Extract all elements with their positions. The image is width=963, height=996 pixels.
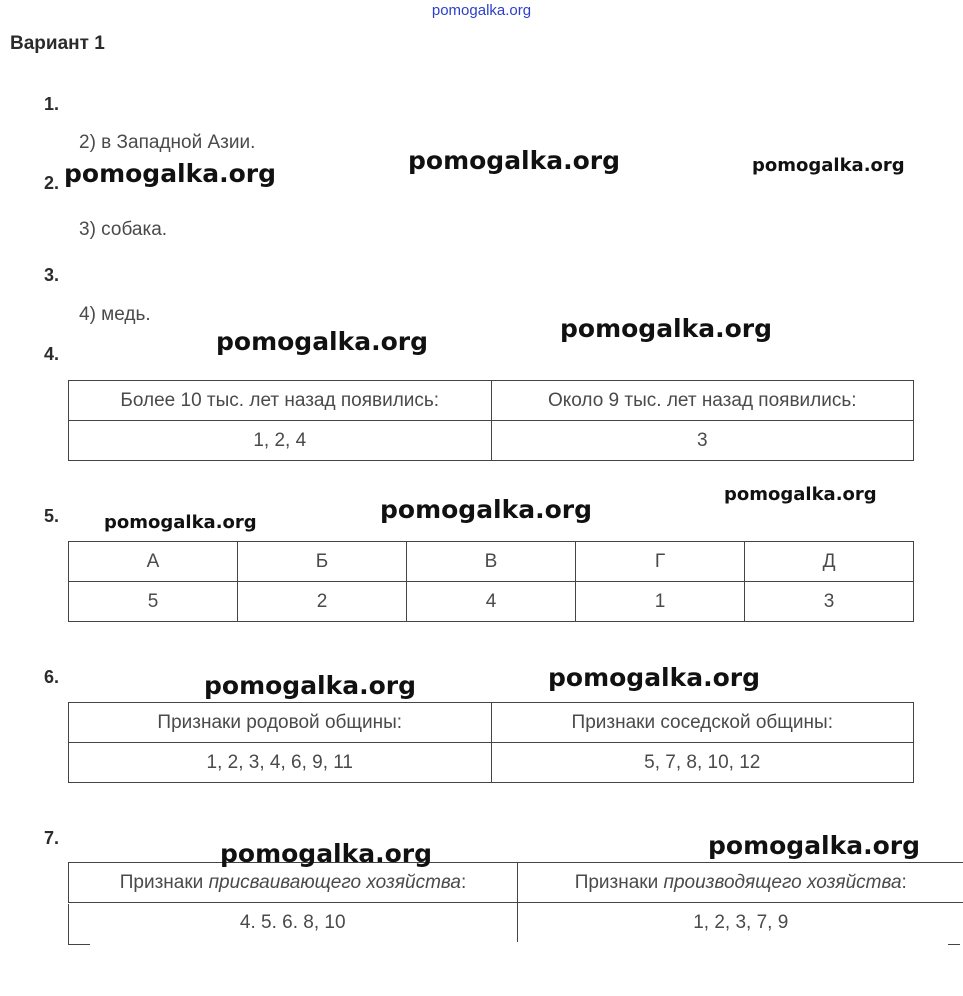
watermark-text: pomogalka.org — [204, 671, 417, 700]
question-3-number: 3. — [44, 265, 60, 285]
table-header-row — [69, 703, 914, 743]
table-border-line — [948, 944, 960, 945]
table-header-cell: Более 10 тыс. лет назад появились: — [69, 381, 492, 421]
table-cell: 3 — [491, 421, 914, 461]
table-header-cell: А — [69, 542, 238, 582]
header-colon: : — [901, 871, 907, 893]
question-2-number: 2. — [44, 173, 60, 193]
question-3-answer: 4) медь. — [79, 304, 151, 325]
watermark-text: pomogalka.org — [408, 146, 621, 175]
table-header-cell — [518, 863, 963, 903]
watermark-text: pomogalka.org — [560, 314, 773, 343]
watermark-text: pomogalka.org — [548, 663, 761, 692]
table-header-cell: Б — [238, 542, 407, 582]
top-watermark: pomogalka.org — [431, 2, 532, 19]
table-cell: 4. 5. 6. 8, 10 — [69, 903, 518, 943]
table-header-row — [69, 863, 963, 903]
watermark-text: pomogalka.org — [708, 831, 921, 860]
table-question-7 — [68, 862, 963, 942]
question-5-number: 5. — [44, 506, 60, 526]
header-italic-text: производящего хозяйства — [663, 871, 902, 893]
header-plain-text: Признаки — [119, 871, 209, 893]
table-row — [69, 743, 914, 783]
watermark-text: pomogalka.org — [724, 484, 877, 505]
table-cell: 1, 2, 3, 4, 6, 9, 11 — [69, 743, 492, 783]
table-row — [69, 582, 914, 622]
header-plain-text: Признаки — [574, 871, 664, 893]
table-cell: 5, 7, 8, 10, 12 — [491, 743, 914, 783]
page-title: Вариант 1 — [10, 33, 105, 54]
header-colon: : — [460, 871, 467, 893]
table-header-cell: Около 9 тыс. лет назад появились: — [491, 381, 914, 421]
table-border-line — [68, 904, 69, 945]
table-header-cell: Признаки соседской общины: — [491, 703, 914, 743]
table-question-6 — [68, 702, 914, 783]
header-italic-text: присваивающего хозяйства — [208, 871, 461, 893]
question-7-number: 7. — [44, 828, 60, 848]
table-cell: 1, 2, 4 — [69, 421, 492, 461]
question-1-number: 1. — [44, 94, 60, 114]
table-question-4 — [68, 380, 914, 461]
table-header-cell: Признаки родовой общины: — [69, 703, 492, 743]
table-row — [69, 421, 914, 461]
table-cell: 2 — [238, 582, 407, 622]
watermark-text: pomogalka.org — [752, 155, 905, 176]
table-cell: 1, 2, 3, 7, 9 — [518, 903, 963, 943]
table-header-row — [69, 542, 914, 582]
question-6-number: 6. — [44, 667, 60, 687]
question-1-answer: 2) в Западной Азии. — [79, 132, 256, 153]
watermark-text: pomogalka.org — [220, 839, 433, 868]
table-question-5 — [68, 541, 914, 622]
table-cell: 5 — [69, 582, 238, 622]
table-cell: 1 — [576, 582, 745, 622]
table-border-line — [68, 944, 90, 945]
table-header-cell — [69, 863, 518, 903]
table-header-row — [69, 381, 914, 421]
table-header-cell: В — [407, 542, 576, 582]
table-header-cell: Д — [745, 542, 914, 582]
watermark-text: pomogalka.org — [64, 159, 277, 188]
table-header-cell: Г — [576, 542, 745, 582]
table-cell: 4 — [407, 582, 576, 622]
table-cell: 3 — [745, 582, 914, 622]
watermark-text: pomogalka.org — [216, 327, 429, 356]
table-row — [69, 903, 963, 943]
watermark-text: pomogalka.org — [380, 495, 593, 524]
watermark-text: pomogalka.org — [104, 512, 257, 533]
question-4-number: 4. — [44, 344, 60, 364]
question-2-answer: 3) собака. — [79, 219, 168, 240]
